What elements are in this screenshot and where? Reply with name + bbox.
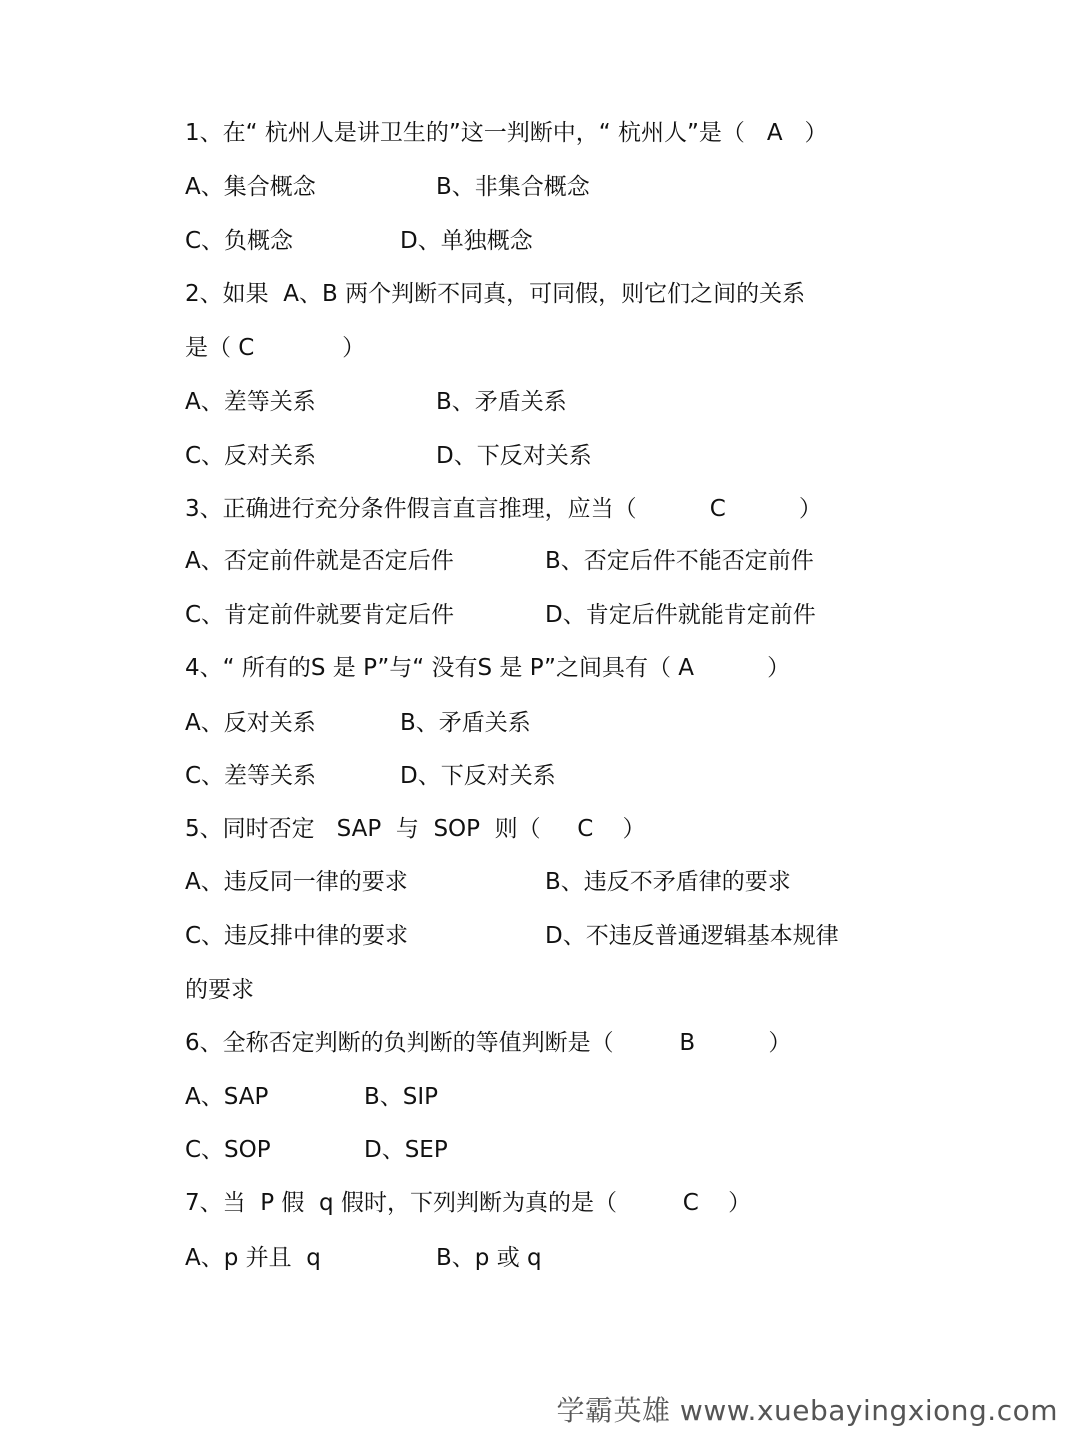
question-2-option-b: B、矛盾关系 [436,389,567,415]
question-6-stem: 6、全称否定判断的负判断的等值判断是（ B ） [185,1030,792,1056]
question-2-option-d: D、下反对关系 [436,443,592,469]
question-3-option-a: A、否定前件就是否定后件 [185,548,454,574]
question-6-option-d: D、SEP [364,1137,448,1163]
question-2-option-c: C、反对关系 [185,443,317,469]
question-4-option-a: A、反对关系 [185,710,316,736]
question-4-option-d: D、下反对关系 [400,763,556,789]
question-2-stem: 2、如果 A、B 两个判断不同真，可同假，则它们之间的关系 [185,281,806,307]
question-1-option-b: B、非集合概念 [436,174,590,200]
watermark-text: 学霸英雄 www.xuebayingxiong.com [556,1394,1058,1427]
question-5-option-b: B、违反不矛盾律的要求 [545,869,791,895]
question-3-option-b: B、否定后件不能否定前件 [545,548,814,574]
question-2-stem-continued: 是（ C ） [185,335,366,361]
question-5-option-c: C、违反排中律的要求 [185,923,409,949]
question-5-option-d-continued: 的要求 [185,977,254,1003]
question-5-option-d: D、不违反普通逻辑基本规律 [545,923,839,949]
question-1-stem: 1、在“ 杭州人是讲卫生的”这一判断中，“ 杭州人”是（ A ） [185,120,828,146]
question-2-option-a: A、差等关系 [185,389,316,415]
question-1-option-d: D、单独概念 [400,228,533,254]
question-4-option-c: C、差等关系 [185,763,317,789]
question-6-option-a: A、SAP [185,1084,269,1110]
question-7-option-a: A、p 并且 q [185,1245,321,1271]
question-3-option-d: D、肯定后件就能肯定前件 [545,602,816,628]
question-3-stem: 3、正确进行充分条件假言直言推理，应当（ C ） [185,496,822,522]
question-3-option-c: C、肯定前件就要肯定后件 [185,602,455,628]
question-1-option-c: C、负概念 [185,228,294,254]
question-4-option-b: B、矛盾关系 [400,710,531,736]
question-6-option-c: C、SOP [185,1137,271,1163]
question-7-option-b: B、p 或 q [436,1245,542,1271]
question-7-stem: 7、当 P 假 q 假时，下列判断为真的是（ C ） [185,1190,752,1216]
question-6-option-b: B、SIP [364,1084,439,1110]
question-5-option-a: A、违反同一律的要求 [185,869,408,895]
question-4-stem: 4、“ 所有的S 是 P”与“ 没有S 是 P”之间具有（ A ） [185,655,791,681]
question-1-option-a: A、集合概念 [185,174,316,200]
question-5-stem: 5、同时否定 SAP 与 SOP 则（ C ） [185,816,646,842]
